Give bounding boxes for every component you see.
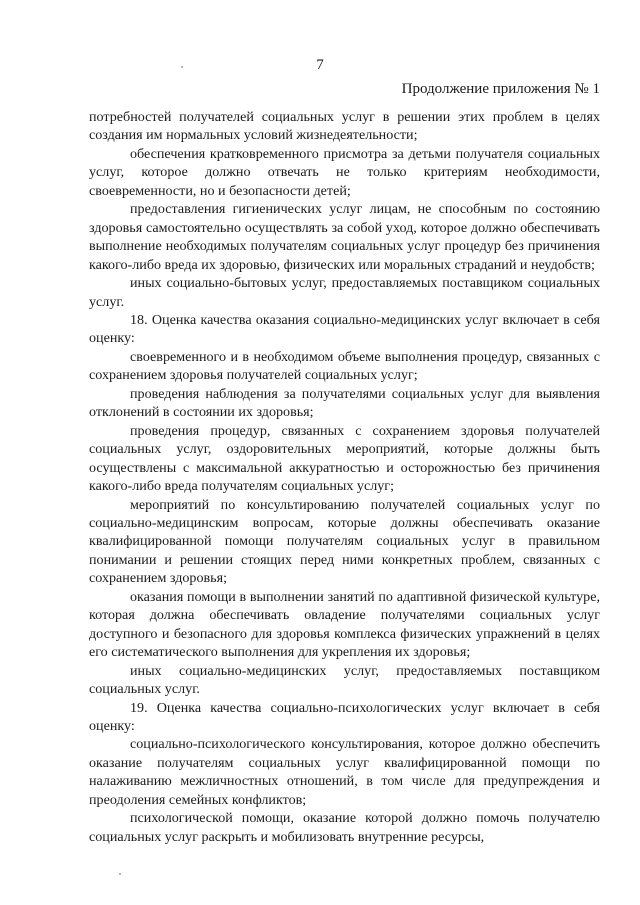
paragraph: потребностей получателей социальных услуг в решении этих проблем в целях создания им нормальных условий жизнедеятельности;	[89, 109, 600, 144]
paragraph: предоставления гигиенических услуг лицам, не способным по состоянию здоровья самостоятельно осуществлять за собой уход, которое должно обеспечивать выполнение необходимых получателям социальных услуг процедур без причинения какого-либо вреда их здоровью, физических или моральных страданий и неудобств;	[89, 201, 600, 273]
paragraph: иных социально-бытовых услуг, предоставляемых поставщиком социальных услуг.	[89, 275, 600, 310]
paragraph: социально-психологического консультирования, которое должно обеспечить оказание получателям социальных услуг квалифицированной помощи по налаживанию межличностных отношений, в том числе для предупреждения и преодоления семейных конфликтов;	[89, 736, 600, 808]
paragraph: обеспечения кратковременного присмотра за детьми получателя социальных услуг, которое должно отвечать не только критериям необходимости, своевременности, но и безопасности детей;	[89, 145, 600, 199]
paragraph: своевременного и в необходимом объеме выполнения процедур, связанных с сохранением здоровья получателей социальных услуг;	[89, 348, 600, 384]
paragraph: проведения процедур, связанных с сохранением здоровья получателей социальных услуг, оздоровительных мероприятий, которые должны быть осуществлены с максимальной аккуратностью и осторожностью без причинения какого-либо вреда получателям социальных услуг;	[89, 422, 600, 495]
paragraph: оказания помощи в выполнении занятий по адаптивной физической культуре, которая должна обеспечивать овладение получателями социальных услуг доступного и безопасного для здоровья комплекса физических упражнений в целях его систематического выполнения для укрепления их здоровья;	[89, 588, 600, 661]
page-number: 7	[316, 57, 324, 73]
scan-speck	[181, 66, 183, 68]
paragraph: проведения наблюдения за получателями социальных услуг для выявления отклонений в состоянии их здоровья;	[89, 385, 600, 421]
section-18-heading-paragraph: 18. Оценка качества оказания социально-медицинских услуг включает в себя оценку:	[89, 311, 600, 347]
paragraph: мероприятий по консультированию получателей социальных услуг по социально-медицинским вопросам, которые должны обеспечивать оказание квалифицированной помощи получателям социальных услуг в правильном понимании и решении стоящих перед ними конкретных проблем, связанных с сохранением здоровья;	[89, 496, 600, 587]
document-body	[89, 108, 600, 846]
section-19-heading-paragraph: 19. Оценка качества социально-психологических услуг включает в себя оценку:	[89, 699, 600, 734]
paragraph: психологической помощи, оказание которой должно помочь получателю социальных услуг раскрыть и мобилизовать внутренние ресурсы,	[89, 810, 600, 845]
scan-speck	[119, 873, 121, 875]
appendix-continuation-header: Продолжение приложения № 1	[401, 81, 600, 97]
paragraph: иных социально-медицинских услуг, предоставляемых поставщиком социальных услуг.	[89, 662, 600, 698]
